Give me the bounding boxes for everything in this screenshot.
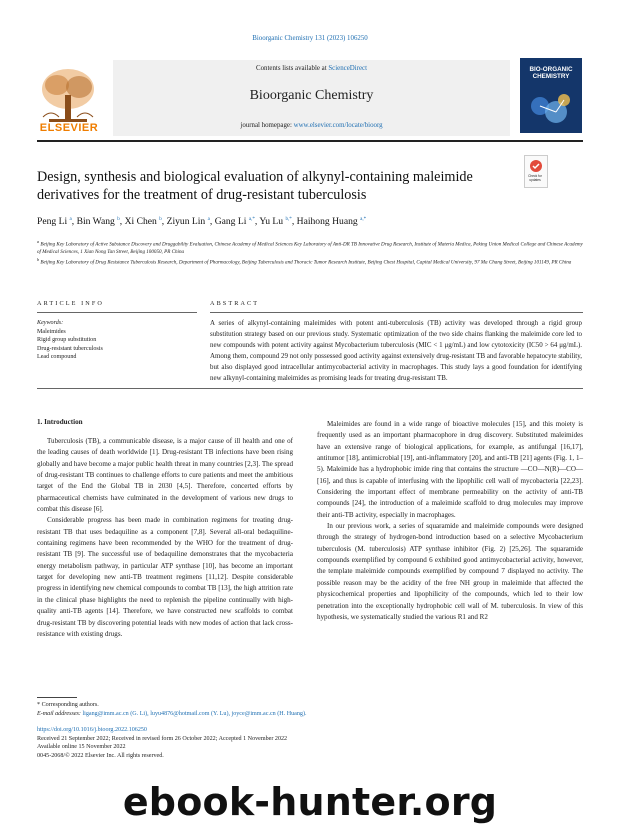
homepage-link[interactable]: www.elsevier.com/locate/bioorg (293, 122, 383, 129)
email-addresses[interactable]: ligang@imm.ac.cn (G. Li), luyu4876@hotmail.com (Y. Lu), joyce@imm.ac.cn (H. Huang). (82, 710, 307, 717)
received-dates: Received 21 September 2022; Received in revised form 26 October 2022; Accepted 1 November 2022 (37, 735, 288, 742)
keywords-block (37, 319, 197, 362)
available-online: Available online 15 November 2022 (37, 744, 126, 751)
keyword: Lead compound (37, 354, 77, 361)
doi-link[interactable]: https://doi.org/10.1016/j.bioorg.2022.106250 (37, 727, 147, 733)
body-column-left (37, 436, 293, 640)
publisher-name: ELSEVIER (39, 122, 99, 134)
homepage-prefix: journal homepage: (240, 122, 294, 129)
watermark (0, 778, 620, 827)
footnote-rule (37, 697, 77, 698)
header-rule (37, 140, 583, 142)
publication-info (37, 726, 583, 760)
sciencedirect-link[interactable]: ScienceDirect (328, 65, 367, 72)
keyword: Rigid group substitution (37, 337, 97, 344)
keyword: Drug-resistant tuberculosis (37, 345, 103, 352)
affiliation-a: $^a$ Beijing Key Laboratory of Active Substance Discovery and Druggability Evaluation, Chinese Academy of Medical Sciences Key Laboratory of Anti-DR TB Innovative Drug Research, Institute of Materia Medica, Peking Union Medical College and Chinese Academy of Medical Sciences, 1 Xian Nong Tan Street, Beijing 100050, PR China (37, 239, 583, 255)
keywords-label: Keywords: (37, 320, 64, 326)
article-info-heading: ARTICLE INFO (37, 300, 104, 307)
article-info-rule (37, 312, 197, 313)
email-label: E-mail addresses: (37, 710, 83, 717)
abstract-bottom-rule (37, 388, 583, 389)
paragraph: Maleimides are found in a wide range of bioactive molecules [15], and this moiety is frequently used as an important pharmacophore in drug discovery. Substituted maleimides have an extensive range of biological applications, for example, as antifungal [16,17], antitumor [18], antimicrobial [19], anti-inflammatory [20], and anti-TB [21] agents (Fig. 1, 1–5). Maleimide has a hydrophobic imide ring that contains the structure —CO—N(R)—CO— [16], and thus is capable of interfusing with the lipophilic cell wall of mycobacteria [22,23]. Considering the important effect of membrane permeability on the activity of anti-TB compounds [24], the introduction of a maleimide scaffold to drug molecules may improve their anti-TB activity, especially in macrophages. (317, 420, 583, 519)
check-updates-icon (529, 159, 543, 173)
author[interactable]: Bin Wang $^b$ (76, 216, 120, 228)
abstract-rule (210, 312, 583, 313)
footnote (37, 701, 583, 718)
contents-prefix: Contents lists available at (256, 65, 329, 72)
copyright: 0045-2068/© 2022 Elsevier Inc. All rights reserved. (37, 752, 164, 759)
journal-name: Bioorganic Chemistry (249, 88, 374, 103)
article-title: Design, synthesis and biological evaluation of alkynyl-containing maleimide derivatives for the treatment of drug-resistant tuberculosis (37, 169, 473, 203)
author-list: Peng Li $^a$, Bin Wang $^b$, Xi Chen $^b$, Ziyun Lin $^a$, Gang Li $^{a,*}$, Yu Lu $^{b,*}$, Haihong Huang $^{a,*}$ (37, 216, 367, 228)
check-for-updates-button[interactable] (524, 155, 548, 188)
paragraph: Tuberculosis (TB), a communicable disease, is a major cause of ill health and one of the leading causes of death worldwide [1]. Drug-resistant TB infections have been rising globally and have become a major public health threat in many countries [2,3]. The spread of drug-resistant TB continues to challenge efforts to cure patients and meet the ambitious target of the End the Global TB in 2030 [4,5]. Therefore, concerted efforts by pharmaceutical chemists have culminated in the development of various new drugs to combat this disease [6]. (37, 437, 293, 514)
keyword: Maleimides (37, 328, 66, 335)
abstract-text: A series of alkynyl-containing maleimides with potent anti-tuberculosis (TB) activity was developed through a rigid group substitution strategy based on our previous study. Systematic optimization of the two side chains flanking the maleimide core led to new compounds with potent activity against Mycobacterium tuberculosis (MIC < 1 μg/mL) and low cytotoxicity (IC50 > 64 μg/mL). Among them, compound 29 not only possessed good activity against extensively drug-resistant TB and favorable hepatocyte stability, but also displayed good intracellular antimycobacterial activity in macrophages. This study lays a good foundation for identifying new alkynyl-containing maleimides as promising leads for treating drug-resistant TB. (210, 319, 582, 382)
introduction-heading: 1. Introduction (37, 418, 83, 426)
author[interactable]: Peng Li $^a$ (37, 216, 72, 228)
author[interactable]: Yu Lu $^{b,*}$ (259, 216, 292, 228)
abstract-heading: ABSTRACT (210, 300, 260, 307)
journal-reference[interactable]: Bioorganic Chemistry 131 (2023) 106250 (252, 35, 368, 42)
affiliation-b: $^b$ Beijing Key Laboratory of Drug Resistance Tuberculosis Research, Department of Pharmacology, Beijing Tuberculosis and Thoracic Tumor Research Institute, Beijing Chest Hospital, Capital Medical University, 97 Ma Chang Street, Beijing 101149, PR China (37, 256, 572, 266)
contents-line (113, 65, 510, 72)
paragraph: Considerable progress has been made in combination regimens for treating drug-resistant TB that uses bedaquiline as a component [7,8]. Several all-oral bedaquiline-containing regimens have been recommended by the WHO for the treatment of drug-resistant TB [9]. The successful use of bedaquiline demonstrates that the mycobacteria energy metabolism pathway, in particular ATP synthase [10], has become an important target for developing new anti-TB treatment regimens [11,12]. Despite considerable progress in identifying new chemical compounds to combat TB [13], the high attrition rate in the clinical phase highlights the need to replenish the pipeline continually with high-quality anti-TB agents [14]. Therefore, we have constructed new scaffolds to combat drug-resistant TB by discovering potential leads with new modes of action that lack cross-resistance with existing drugs. (37, 516, 293, 638)
body-column-right (317, 419, 583, 623)
email-line (37, 710, 583, 719)
author[interactable]: Haihong Huang $^{a,*}$ (296, 216, 367, 228)
cover-title: BIO-ORGANIC CHEMISTRY (529, 66, 573, 80)
author[interactable]: Ziyun Lin $^a$ (166, 216, 210, 228)
watermark-text: ebook-hunter.org (122, 780, 498, 824)
corresponding-authors: * Corresponding authors. (37, 702, 99, 708)
cover-molecule-art (526, 88, 576, 128)
journal-cover[interactable] (520, 58, 582, 133)
check-updates-label: Check for updates (528, 174, 542, 182)
author[interactable]: Gang Li $^{a,*}$ (214, 216, 255, 228)
paragraph: In our previous work, a series of squaramide and maleimide compounds were designed through the strategy of hydrogen-bond introduction based on a selective Mycobacterium tuberculosis (M. tuberculosis) ATP synthase inhibitor (Fig. 2) [25,26]. The squaramide compounds exemplified by compound 6 exhibited good antimycobacterial activity, however, the template maleimide compounds exemplified by compound 7 displayed no activity. The possible reason may be the acidity of the free NH group in maleimide that affected the physicochemical properties and lipophilicity of the compounds, which led to their low penetration into the exceptionally hydrophobic cell wall of M. tuberculosis. In view of this hypothesis, we systematically studied the various R1 and R2 (317, 522, 583, 621)
author[interactable]: Xi Chen $^b$ (124, 216, 162, 228)
homepage-line (113, 122, 510, 129)
affiliations (37, 238, 583, 266)
